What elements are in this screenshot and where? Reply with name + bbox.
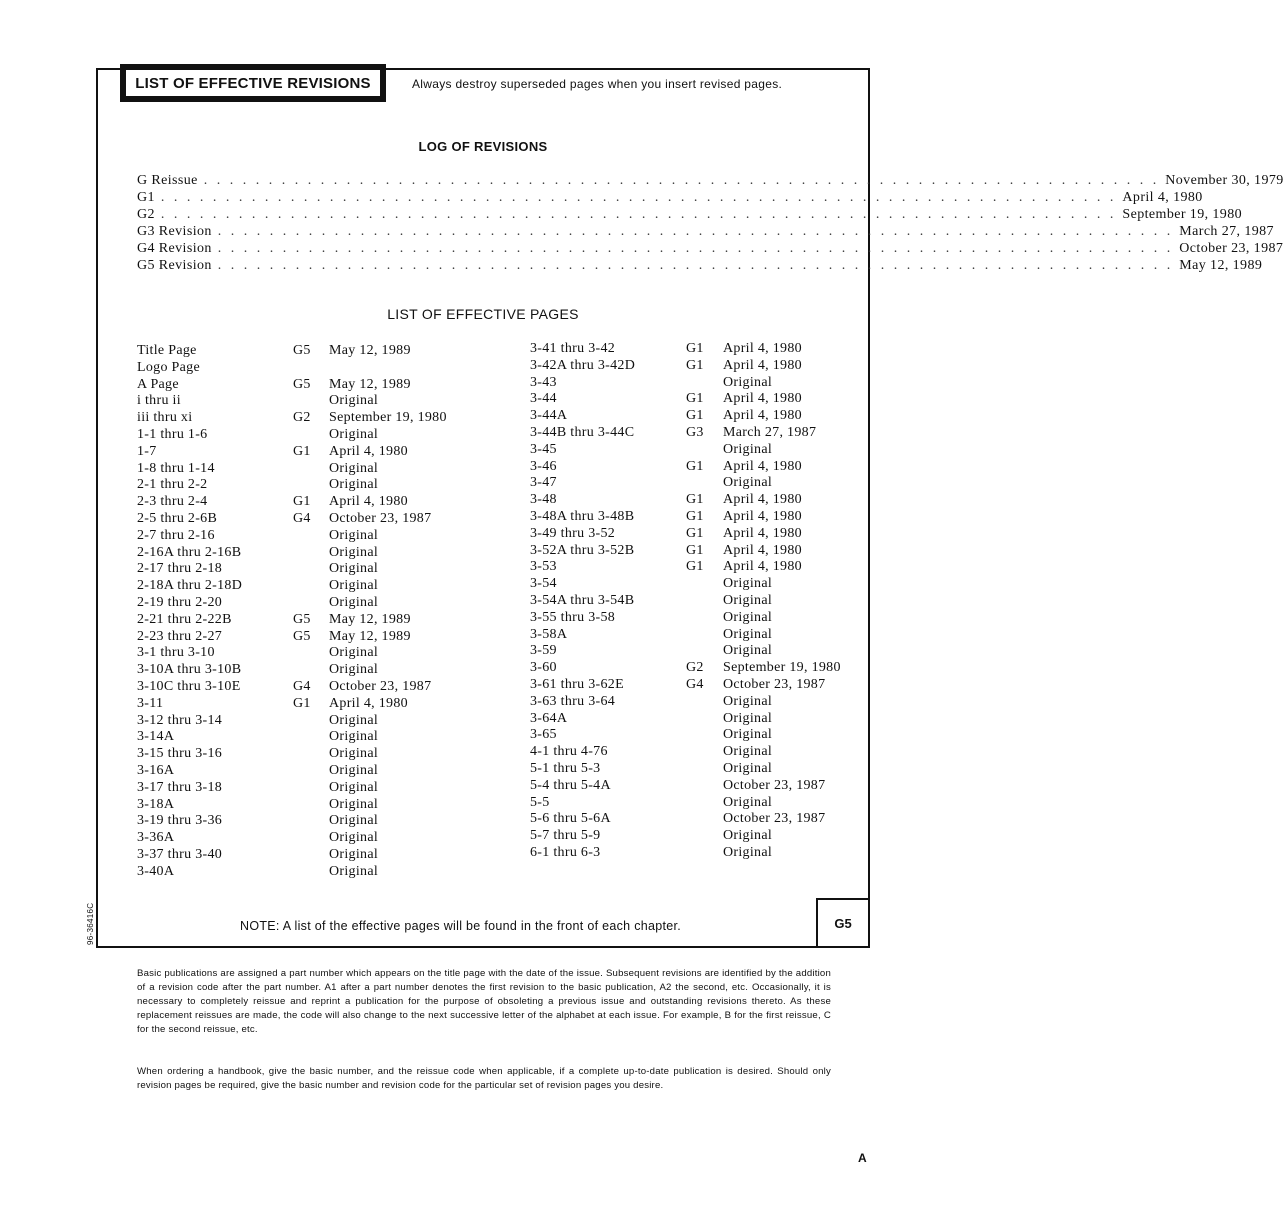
lep-row — [137, 696, 467, 713]
log-entry — [137, 207, 1242, 224]
lep-page: 6-1 thru 6-3 — [530, 844, 601, 860]
lep-page: 3-46 — [530, 458, 557, 474]
lep-date: Original — [329, 846, 379, 862]
lep-code: G4 — [293, 510, 311, 526]
lep-date: Original — [723, 727, 773, 743]
lep-row — [530, 391, 860, 408]
log-date: September 19, 1980 — [1122, 207, 1242, 222]
log-label: G1 — [137, 190, 155, 205]
lep-date: Original — [329, 527, 379, 543]
lep-code: G2 — [686, 660, 704, 676]
lep-code: G1 — [686, 492, 704, 508]
lep-date: September 19, 1980 — [723, 660, 841, 676]
lep-date: September 19, 1980 — [329, 410, 447, 426]
lep-date: April 4, 1980 — [329, 443, 408, 459]
lep-row — [137, 713, 467, 730]
lep-row — [137, 763, 467, 780]
log-date: March 27, 1987 — [1179, 224, 1274, 239]
lep-row — [530, 408, 860, 425]
lep-row — [530, 442, 860, 459]
lep-date: Original — [723, 576, 773, 592]
lep-page: 3-17 thru 3-18 — [137, 779, 223, 795]
revision-code: G5 — [834, 915, 852, 931]
lep-page: 3-43 — [530, 374, 557, 390]
lep-page: 3-10C thru 3-10E — [137, 678, 241, 694]
lep-row — [530, 559, 860, 576]
document-code: 96-36416C — [86, 902, 95, 945]
lep-page: A Page — [137, 376, 179, 392]
lep-page: 3-64A — [530, 710, 568, 726]
lep-date: Original — [329, 460, 379, 476]
lep-date: Original — [723, 609, 773, 625]
lep-date: Original — [329, 712, 379, 728]
lep-row — [530, 761, 860, 778]
lep-page: 3-54A thru 3-54B — [530, 592, 635, 608]
log-label: G4 Revision — [137, 241, 212, 256]
lep-page: 2-5 thru 2-6B — [137, 510, 218, 526]
lep-page: 3-44B thru 3-44C — [530, 424, 635, 440]
lep-date: October 23, 1987 — [723, 676, 826, 692]
lep-row — [530, 475, 860, 492]
lep-page: 3-12 thru 3-14 — [137, 712, 223, 728]
lep-row — [137, 545, 467, 562]
lep-row — [530, 778, 860, 795]
lep-row — [530, 492, 860, 509]
lep-page: 1-1 thru 1-6 — [137, 426, 208, 442]
lep-date: Original — [329, 578, 379, 594]
log-label: G5 Revision — [137, 258, 212, 273]
lep-page: 3-18A — [137, 796, 175, 812]
lep-code: G1 — [293, 443, 311, 459]
lep-date: Original — [723, 794, 773, 810]
lep-date: Original — [723, 475, 773, 491]
lep-code: G1 — [686, 357, 704, 373]
lep-row — [530, 711, 860, 728]
leader-dots: . . . . . . . . . . . . . . . . . . . . . . . . . . . . . . . . . . . . . . . . . . . . . . . . . . . . . . . . . . . . . . . . . . . . . . . . . . — [160, 207, 1117, 222]
lep-date: Original — [329, 762, 379, 778]
lep-page: 3-15 thru 3-16 — [137, 746, 223, 762]
lep-row — [530, 727, 860, 744]
lep-row — [530, 593, 860, 610]
log-label: G3 Revision — [137, 224, 212, 239]
lep-row — [137, 511, 467, 528]
lep-row — [530, 677, 860, 694]
lep-date: Original — [723, 744, 773, 760]
lep-page: Title Page — [137, 343, 197, 358]
lep-date: Original — [329, 477, 379, 493]
log-date: April 4, 1980 — [1122, 190, 1203, 205]
lep-date: April 4, 1980 — [723, 408, 802, 424]
lep-page: 3-44 — [530, 391, 557, 407]
page-title: LIST OF EFFECTIVE REVISIONS — [126, 70, 380, 96]
lep-date: May 12, 1989 — [329, 343, 411, 358]
lep-date: Original — [329, 746, 379, 762]
lep-page: 5-4 thru 5-4A — [530, 777, 611, 793]
log-entry — [137, 258, 1263, 275]
lep-row — [137, 864, 467, 881]
lep-date: Original — [329, 830, 379, 846]
lep-date: October 23, 1987 — [329, 510, 432, 526]
lep-date: April 4, 1980 — [723, 542, 802, 558]
leader-dots: . . . . . . . . . . . . . . . . . . . . . . . . . . . . . . . . . . . . . . . . . . . . . . . . . . . . . . . . . . . . . . . . . . . . . . . . . . — [217, 241, 1174, 256]
lep-date: Original — [329, 561, 379, 577]
lep-page: 2-23 thru 2-27 — [137, 628, 223, 644]
log-date: November 30, 1979 — [1165, 173, 1284, 188]
lep-page: 2-18A thru 2-18D — [137, 578, 243, 594]
lep-date: Original — [329, 393, 379, 409]
lep-date: April 4, 1980 — [329, 695, 408, 711]
lep-page: 3-53 — [530, 559, 557, 575]
lep-date: Original — [723, 592, 773, 608]
lep-row — [530, 694, 860, 711]
lep-page: 3-36A — [137, 830, 175, 846]
lep-page: 3-63 thru 3-64 — [530, 693, 616, 709]
lep-row — [137, 729, 467, 746]
lep-right-column — [530, 341, 860, 862]
lep-date: Original — [329, 729, 379, 745]
lep-date: April 4, 1980 — [723, 458, 802, 474]
page-letter: A — [858, 1151, 867, 1165]
lep-code: G3 — [686, 424, 704, 440]
lep-page: Logo Page — [137, 359, 200, 375]
lep-date: Original — [329, 544, 379, 560]
lep-row — [530, 660, 860, 677]
lep-date: May 12, 1989 — [329, 376, 411, 392]
lep-row — [530, 358, 860, 375]
lep-page: 3-41 thru 3-42 — [530, 341, 616, 356]
lep-page: 2-21 thru 2-22B — [137, 611, 232, 627]
lep-page: 2-19 thru 2-20 — [137, 594, 223, 610]
lep-row — [530, 845, 860, 862]
leader-dots: . . . . . . . . . . . . . . . . . . . . . . . . . . . . . . . . . . . . . . . . . . . . . . . . . . . . . . . . . . . . . . . . . . . . . . . . . . — [160, 190, 1117, 205]
lep-row — [137, 679, 467, 696]
lep-row — [137, 813, 467, 830]
lep-page: 3-60 — [530, 660, 557, 676]
lep-date: Original — [329, 426, 379, 442]
lep-date: Original — [723, 844, 773, 860]
header-note: Always destroy superseded pages when you insert revised pages. — [412, 77, 783, 91]
lep-date: Original — [723, 374, 773, 390]
paragraph-ordering-info: When ordering a handbook, give the basic number, and the reissue code when applicable, if a complete up-to-date publication is desired. Should only revision pages be required, give the basic number and revision code for the particular set of revision pages you desire. — [137, 1066, 831, 1091]
lep-row — [530, 341, 860, 358]
lep-page: 3-54 — [530, 576, 557, 592]
lep-page: 5-5 — [530, 794, 550, 810]
lep-date: April 4, 1980 — [723, 357, 802, 373]
lep-date: April 4, 1980 — [723, 341, 802, 356]
lep-page: 3-48 — [530, 492, 557, 508]
lep-page: 5-7 thru 5-9 — [530, 828, 601, 844]
lep-code: G4 — [293, 678, 311, 694]
lep-row — [137, 393, 467, 410]
lep-page: iii thru xi — [137, 410, 193, 426]
lep-code: G1 — [686, 559, 704, 575]
log-entry — [137, 173, 1284, 190]
lep-date: Original — [329, 645, 379, 661]
log-title: LOG OF REVISIONS — [418, 139, 548, 154]
lep-page: 3-16A — [137, 762, 175, 778]
lep-page: 3-47 — [530, 475, 557, 491]
lep-date: Original — [329, 594, 379, 610]
lep-page: 3-45 — [530, 441, 557, 457]
lep-page: 3-11 — [137, 695, 164, 711]
lep-page: 3-48A thru 3-48B — [530, 508, 635, 524]
paragraph-reissue-info: Basic publications are assigned a part number which appears on the title page with the date of the issue. Subsequent revisions are identified by the addition of a revision code after the part number. A1 after a part number denotes the first revision to the basic publication, A2 the second, etc. Occasionally, it is necessary to completely reissue and reprint a publication for the purpose of obsoleting a previous issue and outstanding revisions thereto. As these replacement reissues are made, the code will also change to the next successive letter of the alphabet at each issue. For example, B for the first reissue, C for the second reissue, etc. — [137, 968, 831, 1035]
lep-page: 3-59 — [530, 643, 557, 659]
lep-date: Original — [329, 779, 379, 795]
lep-page: 2-1 thru 2-2 — [137, 477, 208, 493]
lep-title: LIST OF EFFECTIVE PAGES — [387, 306, 579, 322]
lep-row — [530, 627, 860, 644]
lep-date: Original — [329, 796, 379, 812]
lep-page: 5-6 thru 5-6A — [530, 811, 611, 827]
lep-row — [137, 377, 467, 394]
log-entry — [137, 241, 1284, 258]
leader-dots: . . . . . . . . . . . . . . . . . . . . . . . . . . . . . . . . . . . . . . . . . . . . . . . . . . . . . . . . . . . . . . . . . . . . . . . . . . — [217, 258, 1174, 273]
lep-row — [530, 643, 860, 660]
lep-code: G1 — [686, 408, 704, 424]
lep-page: i thru ii — [137, 393, 181, 409]
lep-date: Original — [723, 760, 773, 776]
lep-page: 3-58A — [530, 626, 568, 642]
lep-page: 4-1 thru 4-76 — [530, 744, 608, 760]
lep-row — [530, 828, 860, 845]
lep-date: Original — [723, 693, 773, 709]
lep-code: G1 — [686, 341, 704, 356]
lep-date: October 23, 1987 — [723, 811, 826, 827]
lep-page: 1-7 — [137, 443, 157, 459]
revision-code-box — [816, 898, 870, 948]
lep-page: 3-42A thru 3-42D — [530, 357, 636, 373]
lep-page: 3-55 thru 3-58 — [530, 609, 616, 625]
lep-date: April 4, 1980 — [723, 525, 802, 541]
lep-row — [530, 509, 860, 526]
lep-page: 3-19 thru 3-36 — [137, 813, 223, 829]
lep-date: April 4, 1980 — [723, 391, 802, 407]
lep-row — [137, 830, 467, 847]
lep-row — [137, 343, 467, 360]
lep-row — [137, 461, 467, 478]
lep-page: 2-17 thru 2-18 — [137, 561, 223, 577]
lep-row — [137, 444, 467, 461]
lep-code: G5 — [293, 611, 311, 627]
lep-page: 1-8 thru 1-14 — [137, 460, 215, 476]
lep-row — [137, 595, 467, 612]
lep-row — [137, 612, 467, 629]
lep-code: G1 — [686, 525, 704, 541]
lep-page: 2-16A thru 2-16B — [137, 544, 242, 560]
lep-row — [530, 459, 860, 476]
footer-note: NOTE: A list of the effective pages will be found in the front of each chapter. — [240, 919, 682, 933]
lep-date: Original — [723, 643, 773, 659]
lep-date: Original — [723, 441, 773, 457]
lep-row — [530, 425, 860, 442]
lep-code: G5 — [293, 376, 311, 392]
lep-row — [530, 576, 860, 593]
lep-date: Original — [329, 863, 379, 879]
lep-row — [137, 360, 467, 377]
lep-row — [530, 543, 860, 560]
lep-row — [137, 410, 467, 427]
lep-date: Original — [329, 813, 379, 829]
lep-row — [530, 526, 860, 543]
lep-code: G5 — [293, 343, 311, 358]
lep-row — [530, 811, 860, 828]
lep-date: Original — [723, 626, 773, 642]
log-date: October 23, 1987 — [1179, 241, 1284, 256]
lep-row — [530, 795, 860, 812]
lep-code: G4 — [686, 676, 704, 692]
lep-row — [137, 662, 467, 679]
log-label: G2 — [137, 207, 155, 222]
lep-code: G5 — [293, 628, 311, 644]
lep-row — [530, 610, 860, 627]
log-entry — [137, 190, 1203, 207]
lep-page: 3-40A — [137, 863, 175, 879]
leader-dots: . . . . . . . . . . . . . . . . . . . . . . . . . . . . . . . . . . . . . . . . . . . . . . . . . . . . . . . . . . . . . . . . . . . . . . . . . . — [203, 173, 1160, 188]
lep-page: 5-1 thru 5-3 — [530, 760, 601, 776]
lep-date: May 12, 1989 — [329, 628, 411, 644]
lep-row — [137, 847, 467, 864]
lep-page: 3-49 thru 3-52 — [530, 525, 616, 541]
lep-row — [137, 645, 467, 662]
lep-date: April 4, 1980 — [723, 492, 802, 508]
lep-page: 3-52A thru 3-52B — [530, 542, 635, 558]
lep-row — [137, 780, 467, 797]
lep-page: 2-3 thru 2-4 — [137, 494, 208, 510]
lep-page: 2-7 thru 2-16 — [137, 527, 215, 543]
lep-page: 3-61 thru 3-62E — [530, 676, 624, 692]
leader-dots: . . . . . . . . . . . . . . . . . . . . . . . . . . . . . . . . . . . . . . . . . . . . . . . . . . . . . . . . . . . . . . . . . . . . . . . . . . — [217, 224, 1174, 239]
lep-row — [137, 746, 467, 763]
lep-page: 3-1 thru 3-10 — [137, 645, 215, 661]
lep-code: G1 — [293, 494, 311, 510]
lep-page: 3-65 — [530, 727, 557, 743]
log-date: May 12, 1989 — [1179, 258, 1263, 273]
lep-page: 3-44A — [530, 408, 568, 424]
lep-row — [137, 797, 467, 814]
lep-code: G2 — [293, 410, 311, 426]
lep-date: March 27, 1987 — [723, 424, 817, 440]
lep-row — [137, 477, 467, 494]
lep-row — [137, 494, 467, 511]
log-label: G Reissue — [137, 173, 198, 188]
lep-row — [137, 561, 467, 578]
lep-row — [137, 427, 467, 444]
lep-code: G1 — [686, 508, 704, 524]
title-box — [120, 64, 386, 102]
log-entry — [137, 224, 1274, 241]
lep-page: 3-14A — [137, 729, 175, 745]
lep-page: 3-10A thru 3-10B — [137, 662, 242, 678]
lep-date: Original — [723, 710, 773, 726]
lep-row — [530, 375, 860, 392]
lep-date: Original — [723, 828, 773, 844]
lep-date: May 12, 1989 — [329, 611, 411, 627]
lep-row — [137, 629, 467, 646]
lep-page: 3-37 thru 3-40 — [137, 846, 223, 862]
lep-row — [530, 744, 860, 761]
lep-code: G1 — [686, 391, 704, 407]
lep-date: April 4, 1980 — [723, 559, 802, 575]
lep-code: G1 — [686, 458, 704, 474]
lep-code: G1 — [686, 542, 704, 558]
lep-date: October 23, 1987 — [723, 777, 826, 793]
lep-code: G1 — [293, 695, 311, 711]
lep-row — [137, 528, 467, 545]
lep-date: April 4, 1980 — [329, 494, 408, 510]
lep-left-column — [137, 343, 467, 881]
lep-row — [137, 578, 467, 595]
lep-date: October 23, 1987 — [329, 678, 432, 694]
lep-date: April 4, 1980 — [723, 508, 802, 524]
lep-date: Original — [329, 662, 379, 678]
